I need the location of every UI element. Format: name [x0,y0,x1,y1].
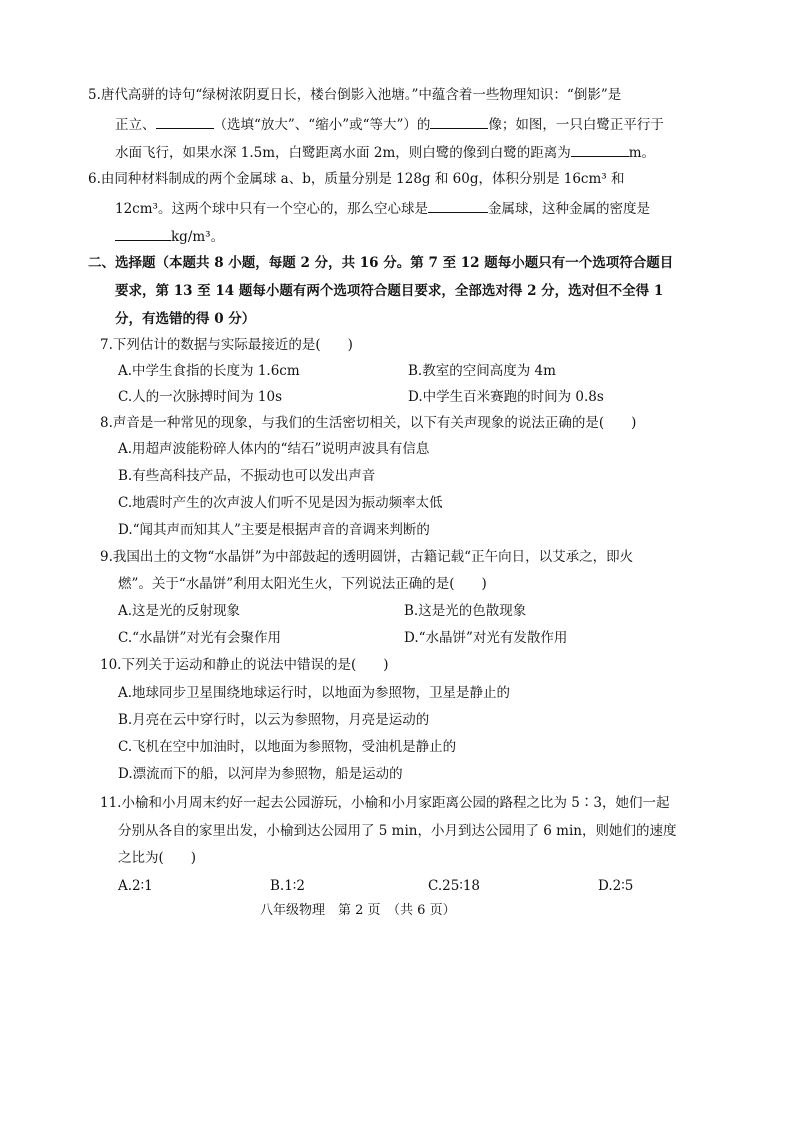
q7-option-c[interactable]: C.人的一次脉搏时间为 10s [118,389,283,405]
q5-line-2 [115,114,664,134]
q5-line-1: 5.唐代高骈的诗句“绿树浓阴夏日长，楼台倒影入池塘。”中蕴含着一些物理知识：“倒影”是 [88,87,622,103]
q5-text-2a: 正立、 [115,117,156,133]
q8-option-a[interactable]: A.用超声波能粉碎人体内的“结石”说明声波具有信息 [118,441,430,457]
q10-option-d[interactable]: D.漂流而下的船，以河岸为参照物，船是运动的 [118,766,403,782]
q9-stem-1: 9.我国出土的文物“水晶饼”为中部鼓起的透明圆饼，古籍记载“正午向日，以艾承之，即火 [100,549,634,565]
q6-blank-2[interactable] [115,226,171,241]
q5-blank-2[interactable] [430,114,488,129]
q6-text-3: kg/m³。 [171,229,225,245]
q10-option-a[interactable]: A.地球同步卫星围绕地球运行时，以地面为参照物，卫星是静止的 [118,685,511,701]
q6-line-3 [115,226,224,246]
q9-stem-2: 燃”。关于“水晶饼”利用太阳光生火，下列说法正确的是( ) [118,576,487,592]
q8-option-c[interactable]: C.地震时产生的次声波人们听不见是因为振动频率太低 [118,495,443,511]
q6-text-2a: 12cm³。这两个球中只有一个空心的，那么空心球是 [115,201,428,217]
q8-option-d[interactable]: D.“闻其声而知其人”主要是根据声音的音调来判断的 [118,522,430,538]
q7-option-b[interactable]: B.教室的空间高度为 4m [408,363,556,379]
q11-option-d[interactable]: D.2∶5 [598,878,634,894]
q5-line-3 [115,142,655,162]
q10-stem: 10.下列关于运动和静止的说法中错误的是( ) [100,657,389,673]
section-2-heading-1: 二、选择题（本题共 8 小题，每题 2 分，共 16 分。第 7 至 12 题每小题只有一个选项符合题目 [88,255,674,271]
q11-option-a[interactable]: A.2∶1 [118,878,153,894]
q7-option-d[interactable]: D.中学生百米赛跑的时间为 0.8s [408,389,604,405]
q10-option-b[interactable]: B.月亮在云中穿行时，以云为参照物，月亮是运动的 [118,712,430,728]
q6-line-1: 6.由同种材料制成的两个金属球 a、b，质量分别是 128g 和 60g，体积分别是 16cm³ 和 [88,171,625,187]
q5-text-3b: m。 [628,145,656,161]
q6-line-2 [115,198,650,218]
q11-stem-2: 分别从各自的家里出发，小榆到达公园用了 5 min，小月到达公园用了 6 min，则她们的速度 [118,823,677,839]
q11-option-c[interactable]: C.25∶18 [428,878,481,894]
q9-option-d[interactable]: D.“水晶饼”对光有发散作用 [404,630,568,646]
q11-stem-3: 之比为( ) [118,850,197,866]
q7-stem: 7.下列估计的数据与实际最接近的是( ) [100,337,353,353]
q9-option-a[interactable]: A.这是光的反射现象 [118,603,241,619]
page-footer: 八年级物理 第 2 页 （共 6 页） [260,903,456,918]
q5-text-2c: 像；如图，一只白鹭正平行于 [488,117,664,133]
q5-blank-3[interactable] [571,142,629,157]
q11-option-b[interactable]: B.1∶2 [270,878,305,894]
q5-blank-1[interactable] [156,114,214,129]
q9-option-b[interactable]: B.这是光的色散现象 [404,603,527,619]
q10-option-c[interactable]: C.飞机在空中加油时，以地面为参照物，受油机是静止的 [118,739,457,755]
section-2-heading-2: 要求，第 13 至 14 题每小题有两个选项符合题目要求，全部选对得 2 分，选对但不全得 1 [115,283,664,299]
q6-blank-1[interactable] [428,198,488,213]
q8-stem: 8.声音是一种常见的现象，与我们的生活密切相关，以下有关声现象的说法正确的是( ) [100,415,637,431]
section-2-heading-3: 分，有选错的得 0 分） [115,311,256,327]
q8-option-b[interactable]: B.有些高科技产品，不振动也可以发出声音 [118,468,376,484]
q6-text-2b: 金属球，这种金属的密度是 [487,201,650,217]
q7-option-a[interactable]: A.中学生食指的长度为 1.6cm [118,363,300,379]
q11-stem-1: 11.小榆和小月周末约好一起去公园游玩，小榆和小月家距离公园的路程之比为 5∶3，她们一起 [100,795,670,811]
q5-text-3a: 水面飞行，如果水深 1.5m，白鹭距离水面 2m，则白鹭的像到白鹭的距离为 [115,145,571,161]
q9-option-c[interactable]: C.“水晶饼”对光有会聚作用 [118,630,281,646]
q5-text-2b: （选填“放大”、“缩小”或“等大”）的 [213,117,431,133]
